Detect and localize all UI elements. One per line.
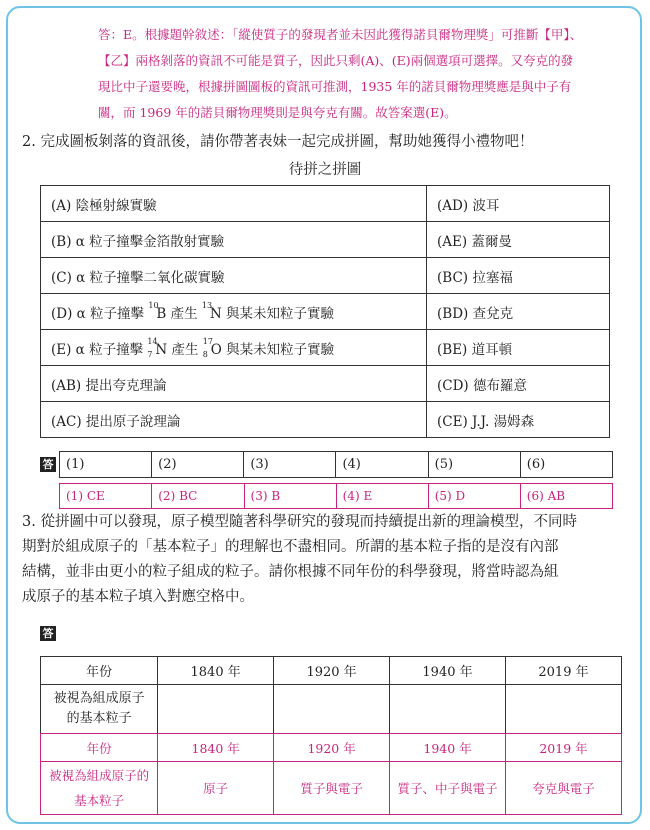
question-line: 結構，並非由更小的粒子組成的粒子。請你根據不同年份的科學發現，將當時認為組 — [22, 564, 559, 580]
row-label — [41, 685, 158, 734]
blank-cell[interactable]: (6) — [520, 452, 612, 478]
answer-line: 現比中子還要晚，根據拼圖圖板的資訊可推測，1935 年的諾貝爾物理獎應是與中子有 — [98, 79, 572, 94]
puzzle-left-cell — [41, 294, 427, 330]
blank-cell[interactable] — [274, 685, 390, 734]
particle-answer-table — [40, 733, 622, 815]
table-row — [60, 484, 613, 509]
cell-text: (E) α 粒子撞擊 — [51, 341, 148, 358]
year-cell: 1920 年 — [274, 657, 390, 685]
blank-cell[interactable]: (3) — [244, 452, 336, 478]
blank-cell[interactable]: (2) — [152, 452, 244, 478]
row-label-line: 基本粒子 — [74, 793, 125, 808]
table-row — [41, 330, 610, 366]
blank-cell[interactable]: (4) — [336, 452, 428, 478]
year-cell: 1940 年 — [390, 734, 506, 762]
year-cell: 2019 年 — [506, 657, 622, 685]
table-row — [41, 657, 622, 685]
row-label — [41, 762, 158, 815]
blank-cell[interactable] — [390, 685, 506, 734]
row-label-line: 被視為組成原子 — [53, 691, 145, 706]
year-header: 年份 — [41, 734, 158, 762]
nuclide-b10 — [148, 300, 167, 322]
puzzle-right-cell: (AE) 蓋爾曼 — [427, 222, 610, 258]
answer-cell: 原子 — [158, 762, 274, 815]
puzzle-left-cell: (AB) 提出夸克理論 — [41, 366, 427, 402]
row-label-line: 被視為組成原子的 — [49, 768, 150, 783]
answer-cell: (2) BC — [152, 484, 244, 509]
question-line: 3. 從拼圖中可以發現，原子模型隨著科學研究的發現而持續提出新的理論模型，不同時 — [22, 514, 577, 530]
mass-number: 14 — [147, 336, 158, 346]
puzzle-right-cell: (CD) 德布羅意 — [427, 366, 610, 402]
answer-label-icon: 答 — [40, 626, 56, 641]
element-symbol: B — [156, 305, 167, 322]
answer-cell: 質子與電子 — [274, 762, 390, 815]
puzzle-left-cell: (C) α 粒子撞擊二氧化碳實驗 — [41, 258, 427, 294]
mass-number: 13 — [201, 300, 213, 310]
blank-cell[interactable] — [158, 685, 274, 734]
atomic-number: 7 — [147, 349, 153, 359]
question-3-text — [22, 510, 632, 610]
answer-cell: (5) D — [428, 484, 520, 509]
blank-cell[interactable]: (1) — [60, 452, 152, 478]
answer-cell: (3) B — [244, 484, 336, 509]
answer-blank-row — [59, 451, 613, 478]
puzzle-left-cell — [41, 330, 427, 366]
row-label-line: 的基本粒子 — [66, 711, 132, 726]
cell-text: 與某未知粒子實驗 — [221, 305, 334, 322]
year-cell: 1940 年 — [390, 657, 506, 685]
answer-cell: (6) AB — [520, 484, 612, 509]
element-symbol: N — [155, 341, 168, 358]
question-line: 期對於組成原子的「基本粒子」的理解也不盡相同。所謂的基本粒子指的是沒有內部 — [22, 539, 559, 555]
answer-line: 【乙】兩格剝落的資訊不可能是質子，因此只剩(A)、(E)兩個選項可選擇。又夸克的發 — [98, 53, 574, 68]
cell-text: 產生 — [166, 305, 202, 322]
blank-cell[interactable] — [506, 685, 622, 734]
puzzle-right-cell: (AD) 波耳 — [427, 186, 610, 222]
puzzle-right-cell: (BD) 查兌克 — [427, 294, 610, 330]
table-row — [60, 452, 613, 478]
year-cell: 1920 年 — [274, 734, 390, 762]
element-symbol: O — [210, 341, 222, 358]
particle-table — [40, 656, 622, 734]
table-row — [41, 685, 622, 734]
answer-cell: (4) E — [336, 484, 428, 509]
cell-text: (D) α 粒子撞擊 — [51, 305, 149, 322]
answer-cell: 夸克與電子 — [506, 762, 622, 815]
question-2-text: 2. 完成圖板剝落的資訊後，請你帶著表妹一起完成拼圖，幫助她獲得小禮物吧！ — [22, 134, 534, 150]
table-row — [41, 222, 610, 258]
blank-cell[interactable]: (5) — [428, 452, 520, 478]
table-row — [41, 762, 622, 815]
puzzle-right-cell: (BE) 道耳頓 — [427, 330, 610, 366]
puzzle-left-cell: (AC) 提出原子說理論 — [41, 402, 427, 438]
answer-cell: 質子、中子與電子 — [390, 762, 506, 815]
answer-cell: (1) CE — [60, 484, 152, 509]
answer-key-row — [59, 483, 613, 509]
table-row — [41, 258, 610, 294]
puzzle-right-cell: (BC) 拉塞福 — [427, 258, 610, 294]
table-row — [41, 294, 610, 330]
year-cell: 2019 年 — [506, 734, 622, 762]
mass-number: 10 — [148, 300, 159, 310]
puzzle-left-cell: (B) α 粒子撞擊金箔散射實驗 — [41, 222, 427, 258]
nuclide-n14 — [147, 336, 168, 359]
answer-line: 答：E。根據題幹敘述：「縱使質子的發現者並未因此獲得諾貝爾物理獎」可推斷【甲】、 — [98, 27, 583, 42]
puzzle-table — [40, 185, 610, 438]
question-line: 成原子的基本粒子填入對應空格中。 — [22, 589, 254, 605]
year-header: 年份 — [41, 657, 158, 685]
nuclide-o17 — [202, 336, 222, 359]
table-row — [41, 734, 622, 762]
year-cell: 1840 年 — [158, 657, 274, 685]
answer-explanation — [98, 22, 630, 126]
table-row — [41, 366, 610, 402]
element-symbol: N — [209, 305, 222, 322]
mass-number: 17 — [202, 336, 213, 346]
answer-label-icon: 答 — [40, 457, 56, 472]
nuclide-n13 — [201, 300, 222, 322]
table-row — [41, 402, 610, 438]
puzzle-right-cell: (CE) J.J. 湯姆森 — [427, 402, 610, 438]
puzzle-left-cell: (A) 陰極射線實驗 — [41, 186, 427, 222]
year-cell: 1840 年 — [158, 734, 274, 762]
cell-text: 與某未知粒子實驗 — [221, 341, 335, 358]
puzzle-title: 待拼之拼圖 — [288, 162, 362, 178]
cell-text: 產生 — [167, 341, 203, 358]
answer-line: 關，而 1969 年的諾貝爾物理獎則是與夸克有關。故答案選(E)。 — [98, 105, 457, 120]
table-row — [41, 186, 610, 222]
atomic-number: 8 — [202, 349, 208, 359]
